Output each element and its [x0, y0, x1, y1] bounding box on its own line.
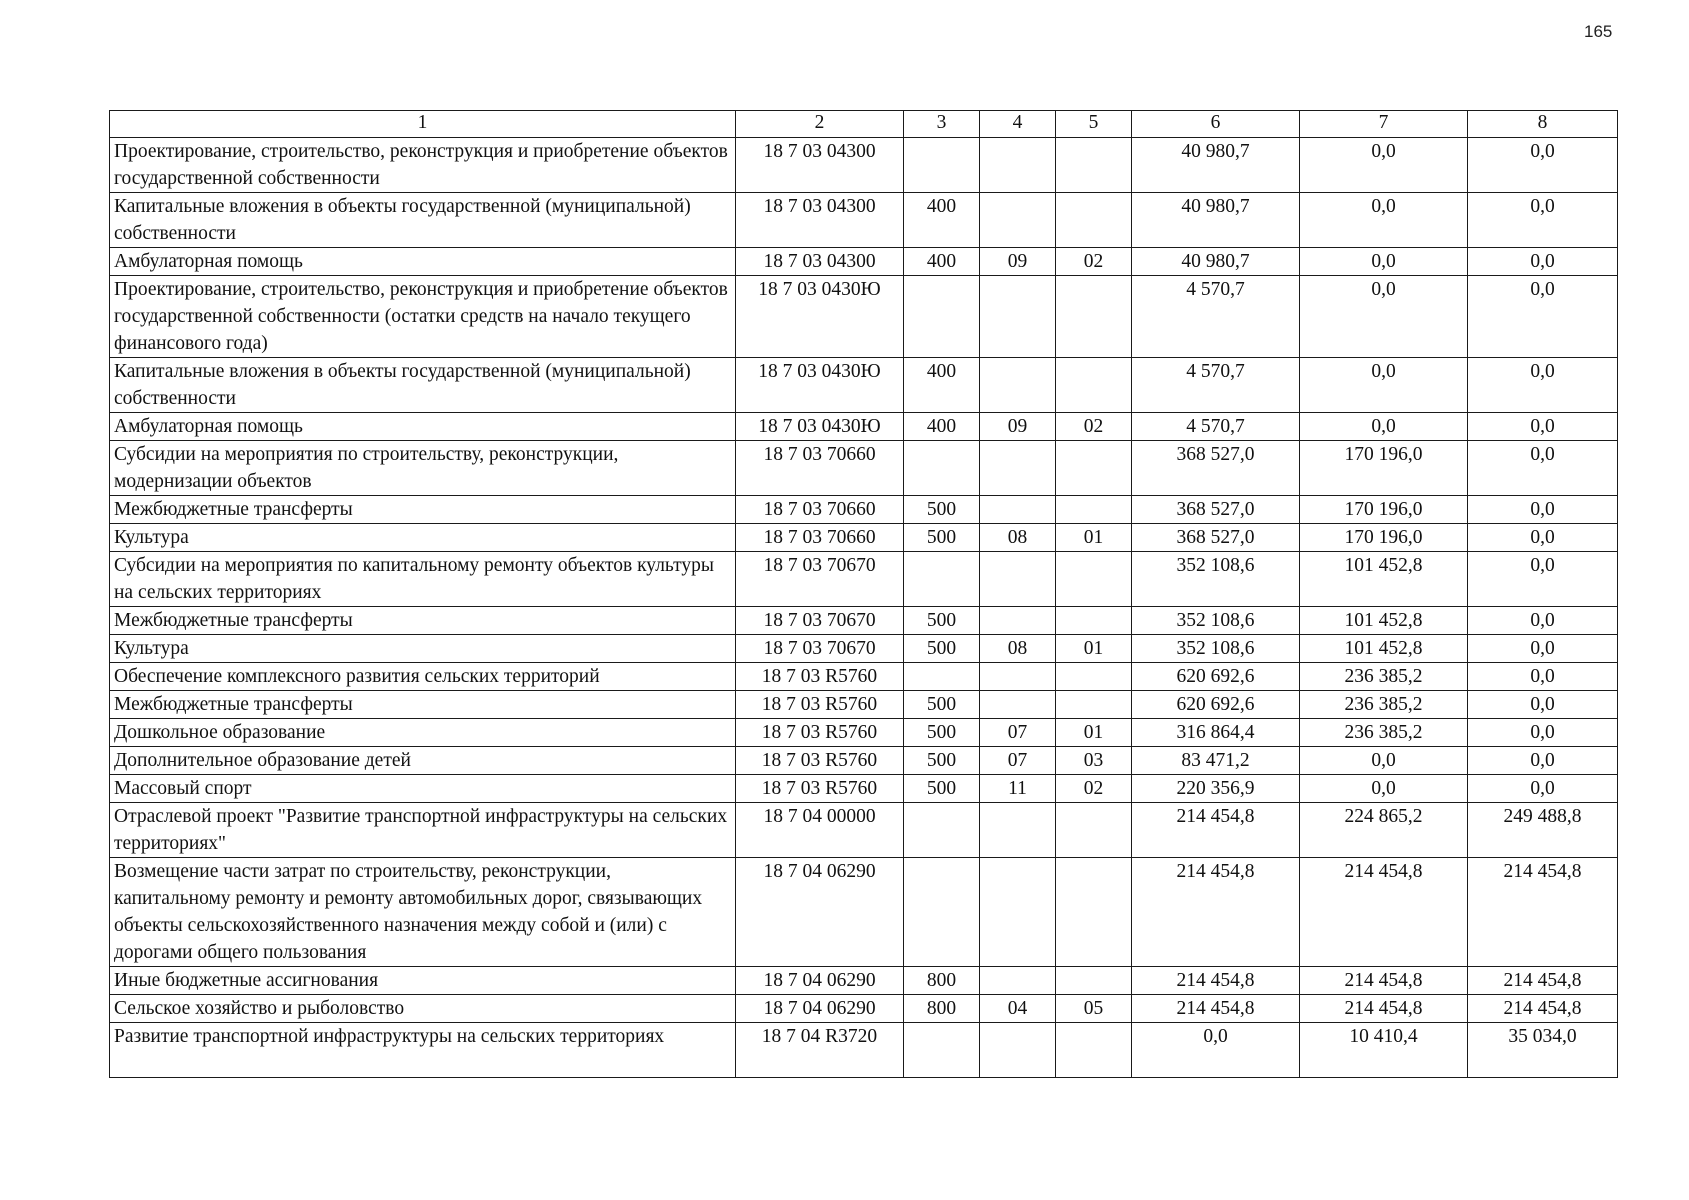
table-row [110, 496, 1618, 524]
section-cell: 07 [980, 747, 1056, 775]
section-cell: 04 [980, 995, 1056, 1023]
target-code-cell: 18 7 03 70660 [736, 441, 904, 496]
column-header: 8 [1468, 111, 1618, 138]
amount-col7-cell: 0,0 [1300, 193, 1468, 248]
section-cell [980, 803, 1056, 858]
section-cell: 11 [980, 775, 1056, 803]
subsection-cell [1056, 276, 1132, 358]
table-row [110, 747, 1618, 775]
amount-col7-cell: 170 196,0 [1300, 496, 1468, 524]
amount-col7-cell: 101 452,8 [1300, 552, 1468, 607]
row-name-cell: Развитие транспортной инфраструктуры на сельских территориях [110, 1023, 736, 1078]
row-name-cell: Межбюджетные трансферты [110, 496, 736, 524]
target-code-cell: 18 7 03 0430Ю [736, 358, 904, 413]
row-name-cell: Культура [110, 635, 736, 663]
amount-col8-cell: 214 454,8 [1468, 858, 1618, 967]
expense-type-cell: 500 [904, 496, 980, 524]
amount-col8-cell: 0,0 [1468, 276, 1618, 358]
section-cell: 09 [980, 248, 1056, 276]
amount-col6-cell: 214 454,8 [1132, 803, 1300, 858]
table-row [110, 635, 1618, 663]
expense-type-cell [904, 1023, 980, 1078]
section-cell [980, 276, 1056, 358]
amount-col6-cell: 620 692,6 [1132, 663, 1300, 691]
amount-col6-cell: 4 570,7 [1132, 358, 1300, 413]
subsection-cell: 02 [1056, 248, 1132, 276]
row-name-cell: Межбюджетные трансферты [110, 691, 736, 719]
section-cell [980, 552, 1056, 607]
table-body [110, 138, 1618, 1078]
expense-type-cell [904, 663, 980, 691]
subsection-cell: 02 [1056, 413, 1132, 441]
amount-col6-cell: 40 980,7 [1132, 138, 1300, 193]
expense-type-cell [904, 276, 980, 358]
subsection-cell [1056, 193, 1132, 248]
target-code-cell: 18 7 03 R5760 [736, 691, 904, 719]
table-row [110, 248, 1618, 276]
amount-col6-cell: 316 864,4 [1132, 719, 1300, 747]
section-cell: 07 [980, 719, 1056, 747]
table-row [110, 775, 1618, 803]
amount-col8-cell: 249 488,8 [1468, 803, 1618, 858]
table-row [110, 552, 1618, 607]
expense-type-cell: 400 [904, 413, 980, 441]
section-cell [980, 358, 1056, 413]
target-code-cell: 18 7 03 0430Ю [736, 276, 904, 358]
target-code-cell: 18 7 03 70660 [736, 496, 904, 524]
section-cell [980, 967, 1056, 995]
section-cell [980, 138, 1056, 193]
row-name-cell: Обеспечение комплексного развития сельских территорий [110, 663, 736, 691]
table-row [110, 524, 1618, 552]
amount-col8-cell: 0,0 [1468, 248, 1618, 276]
amount-col7-cell: 236 385,2 [1300, 691, 1468, 719]
subsection-cell: 01 [1056, 524, 1132, 552]
amount-col8-cell: 0,0 [1468, 524, 1618, 552]
amount-col7-cell: 0,0 [1300, 747, 1468, 775]
subsection-cell [1056, 967, 1132, 995]
amount-col6-cell: 368 527,0 [1132, 524, 1300, 552]
expense-type-cell [904, 803, 980, 858]
amount-col7-cell: 10 410,4 [1300, 1023, 1468, 1078]
table-row [110, 1023, 1618, 1078]
table-row [110, 193, 1618, 248]
table-row [110, 607, 1618, 635]
expense-type-cell [904, 138, 980, 193]
subsection-cell [1056, 552, 1132, 607]
target-code-cell: 18 7 03 R5760 [736, 747, 904, 775]
amount-col6-cell: 620 692,6 [1132, 691, 1300, 719]
row-name-cell: Субсидии на мероприятия по капитальному ремонту объектов культуры на сельских территориях [110, 552, 736, 607]
amount-col7-cell: 101 452,8 [1300, 635, 1468, 663]
amount-col6-cell: 4 570,7 [1132, 413, 1300, 441]
table-row [110, 358, 1618, 413]
row-name-cell: Амбулаторная помощь [110, 248, 736, 276]
section-cell [980, 441, 1056, 496]
column-header: 6 [1132, 111, 1300, 138]
budget-table [109, 110, 1618, 1078]
amount-col8-cell: 35 034,0 [1468, 1023, 1618, 1078]
row-name-cell: Дополнительное образование детей [110, 747, 736, 775]
row-name-cell: Амбулаторная помощь [110, 413, 736, 441]
expense-type-cell: 500 [904, 719, 980, 747]
expense-type-cell: 400 [904, 248, 980, 276]
expense-type-cell: 800 [904, 995, 980, 1023]
amount-col6-cell: 83 471,2 [1132, 747, 1300, 775]
amount-col8-cell: 0,0 [1468, 441, 1618, 496]
amount-col8-cell: 0,0 [1468, 719, 1618, 747]
expense-type-cell: 500 [904, 524, 980, 552]
row-name-cell: Капитальные вложения в объекты государственной (муниципальной) собственности [110, 193, 736, 248]
subsection-cell [1056, 858, 1132, 967]
subsection-cell [1056, 607, 1132, 635]
table-row [110, 663, 1618, 691]
amount-col6-cell: 214 454,8 [1132, 858, 1300, 967]
target-code-cell: 18 7 03 70670 [736, 635, 904, 663]
amount-col6-cell: 220 356,9 [1132, 775, 1300, 803]
amount-col6-cell: 4 570,7 [1132, 276, 1300, 358]
amount-col8-cell: 0,0 [1468, 747, 1618, 775]
section-cell: 09 [980, 413, 1056, 441]
expense-type-cell: 500 [904, 635, 980, 663]
expense-type-cell [904, 858, 980, 967]
table-row [110, 441, 1618, 496]
page-number: 165 [1584, 22, 1613, 41]
subsection-cell [1056, 663, 1132, 691]
target-code-cell: 18 7 04 R3720 [736, 1023, 904, 1078]
column-header: 1 [110, 111, 736, 138]
amount-col6-cell: 352 108,6 [1132, 552, 1300, 607]
amount-col6-cell: 40 980,7 [1132, 193, 1300, 248]
section-cell [980, 607, 1056, 635]
target-code-cell: 18 7 04 06290 [736, 967, 904, 995]
row-name-cell: Проектирование, строительство, реконструкция и приобретение объектов государственной собственности [110, 138, 736, 193]
amount-col6-cell: 0,0 [1132, 1023, 1300, 1078]
subsection-cell [1056, 138, 1132, 193]
subsection-cell: 05 [1056, 995, 1132, 1023]
row-name-cell: Массовый спорт [110, 775, 736, 803]
section-cell [980, 691, 1056, 719]
amount-col8-cell: 0,0 [1468, 552, 1618, 607]
row-name-cell: Проектирование, строительство, реконструкция и приобретение объектов государственной собственности (остатки средств на начало текущего финансового года) [110, 276, 736, 358]
section-cell: 08 [980, 524, 1056, 552]
target-code-cell: 18 7 03 0430Ю [736, 413, 904, 441]
table-row [110, 995, 1618, 1023]
section-cell [980, 496, 1056, 524]
row-name-cell: Сельское хозяйство и рыболовство [110, 995, 736, 1023]
column-header: 5 [1056, 111, 1132, 138]
amount-col8-cell: 0,0 [1468, 663, 1618, 691]
target-code-cell: 18 7 04 06290 [736, 995, 904, 1023]
amount-col7-cell: 214 454,8 [1300, 858, 1468, 967]
target-code-cell: 18 7 03 04300 [736, 193, 904, 248]
amount-col7-cell: 170 196,0 [1300, 441, 1468, 496]
amount-col7-cell: 0,0 [1300, 358, 1468, 413]
row-name-cell: Межбюджетные трансферты [110, 607, 736, 635]
amount-col6-cell: 40 980,7 [1132, 248, 1300, 276]
row-name-cell: Культура [110, 524, 736, 552]
section-cell [980, 1023, 1056, 1078]
subsection-cell [1056, 691, 1132, 719]
expense-type-cell: 500 [904, 747, 980, 775]
subsection-cell [1056, 1023, 1132, 1078]
target-code-cell: 18 7 04 06290 [736, 858, 904, 967]
column-header: 3 [904, 111, 980, 138]
table-row [110, 276, 1618, 358]
amount-col8-cell: 0,0 [1468, 413, 1618, 441]
subsection-cell [1056, 803, 1132, 858]
subsection-cell: 01 [1056, 719, 1132, 747]
subsection-cell [1056, 358, 1132, 413]
table-row [110, 719, 1618, 747]
subsection-cell [1056, 441, 1132, 496]
target-code-cell: 18 7 03 04300 [736, 138, 904, 193]
amount-col6-cell: 368 527,0 [1132, 496, 1300, 524]
row-name-cell: Субсидии на мероприятия по строительству, реконструкции, модернизации объектов [110, 441, 736, 496]
amount-col7-cell: 224 865,2 [1300, 803, 1468, 858]
subsection-cell: 02 [1056, 775, 1132, 803]
section-cell [980, 663, 1056, 691]
target-code-cell: 18 7 03 70670 [736, 607, 904, 635]
table-row [110, 803, 1618, 858]
subsection-cell: 03 [1056, 747, 1132, 775]
amount-col7-cell: 0,0 [1300, 775, 1468, 803]
amount-col8-cell: 0,0 [1468, 193, 1618, 248]
amount-col8-cell: 0,0 [1468, 691, 1618, 719]
target-code-cell: 18 7 04 00000 [736, 803, 904, 858]
section-cell [980, 858, 1056, 967]
column-header: 4 [980, 111, 1056, 138]
amount-col8-cell: 0,0 [1468, 775, 1618, 803]
amount-col7-cell: 0,0 [1300, 413, 1468, 441]
target-code-cell: 18 7 03 R5760 [736, 719, 904, 747]
expense-type-cell: 500 [904, 775, 980, 803]
expense-type-cell: 800 [904, 967, 980, 995]
amount-col8-cell: 0,0 [1468, 138, 1618, 193]
table-row [110, 858, 1618, 967]
expense-type-cell [904, 441, 980, 496]
amount-col7-cell: 0,0 [1300, 276, 1468, 358]
expense-type-cell: 500 [904, 691, 980, 719]
amount-col7-cell: 101 452,8 [1300, 607, 1468, 635]
column-header: 7 [1300, 111, 1468, 138]
amount-col6-cell: 352 108,6 [1132, 607, 1300, 635]
amount-col6-cell: 214 454,8 [1132, 995, 1300, 1023]
amount-col7-cell: 236 385,2 [1300, 719, 1468, 747]
expense-type-cell: 400 [904, 193, 980, 248]
row-name-cell: Иные бюджетные ассигнования [110, 967, 736, 995]
target-code-cell: 18 7 03 R5760 [736, 775, 904, 803]
amount-col7-cell: 214 454,8 [1300, 967, 1468, 995]
row-name-cell: Возмещение части затрат по строительству, реконструкции, капитальному ремонту и ремонту автомобильных дорог, связывающих объекты сельскохозяйственного назначения между собой и (или) с дорогами общего пользования [110, 858, 736, 967]
row-name-cell: Капитальные вложения в объекты государственной (муниципальной) собственности [110, 358, 736, 413]
amount-col8-cell: 0,0 [1468, 496, 1618, 524]
target-code-cell: 18 7 03 04300 [736, 248, 904, 276]
amount-col8-cell: 0,0 [1468, 607, 1618, 635]
target-code-cell: 18 7 03 R5760 [736, 663, 904, 691]
row-name-cell: Отраслевой проект "Развитие транспортной инфраструктуры на сельских территориях" [110, 803, 736, 858]
amount-col7-cell: 0,0 [1300, 248, 1468, 276]
table-row [110, 413, 1618, 441]
row-name-cell: Дошкольное образование [110, 719, 736, 747]
section-cell [980, 193, 1056, 248]
table-row [110, 691, 1618, 719]
target-code-cell: 18 7 03 70660 [736, 524, 904, 552]
expense-type-cell: 400 [904, 358, 980, 413]
amount-col8-cell: 0,0 [1468, 358, 1618, 413]
amount-col7-cell: 0,0 [1300, 138, 1468, 193]
amount-col6-cell: 368 527,0 [1132, 441, 1300, 496]
amount-col7-cell: 214 454,8 [1300, 995, 1468, 1023]
section-cell: 08 [980, 635, 1056, 663]
amount-col6-cell: 214 454,8 [1132, 967, 1300, 995]
amount-col7-cell: 170 196,0 [1300, 524, 1468, 552]
target-code-cell: 18 7 03 70670 [736, 552, 904, 607]
expense-type-cell [904, 552, 980, 607]
subsection-cell: 01 [1056, 635, 1132, 663]
header-row [110, 111, 1618, 138]
column-header: 2 [736, 111, 904, 138]
amount-col8-cell: 0,0 [1468, 635, 1618, 663]
amount-col8-cell: 214 454,8 [1468, 967, 1618, 995]
amount-col7-cell: 236 385,2 [1300, 663, 1468, 691]
table-row [110, 967, 1618, 995]
expense-type-cell: 500 [904, 607, 980, 635]
amount-col6-cell: 352 108,6 [1132, 635, 1300, 663]
amount-col8-cell: 214 454,8 [1468, 995, 1618, 1023]
table-row [110, 138, 1618, 193]
subsection-cell [1056, 496, 1132, 524]
